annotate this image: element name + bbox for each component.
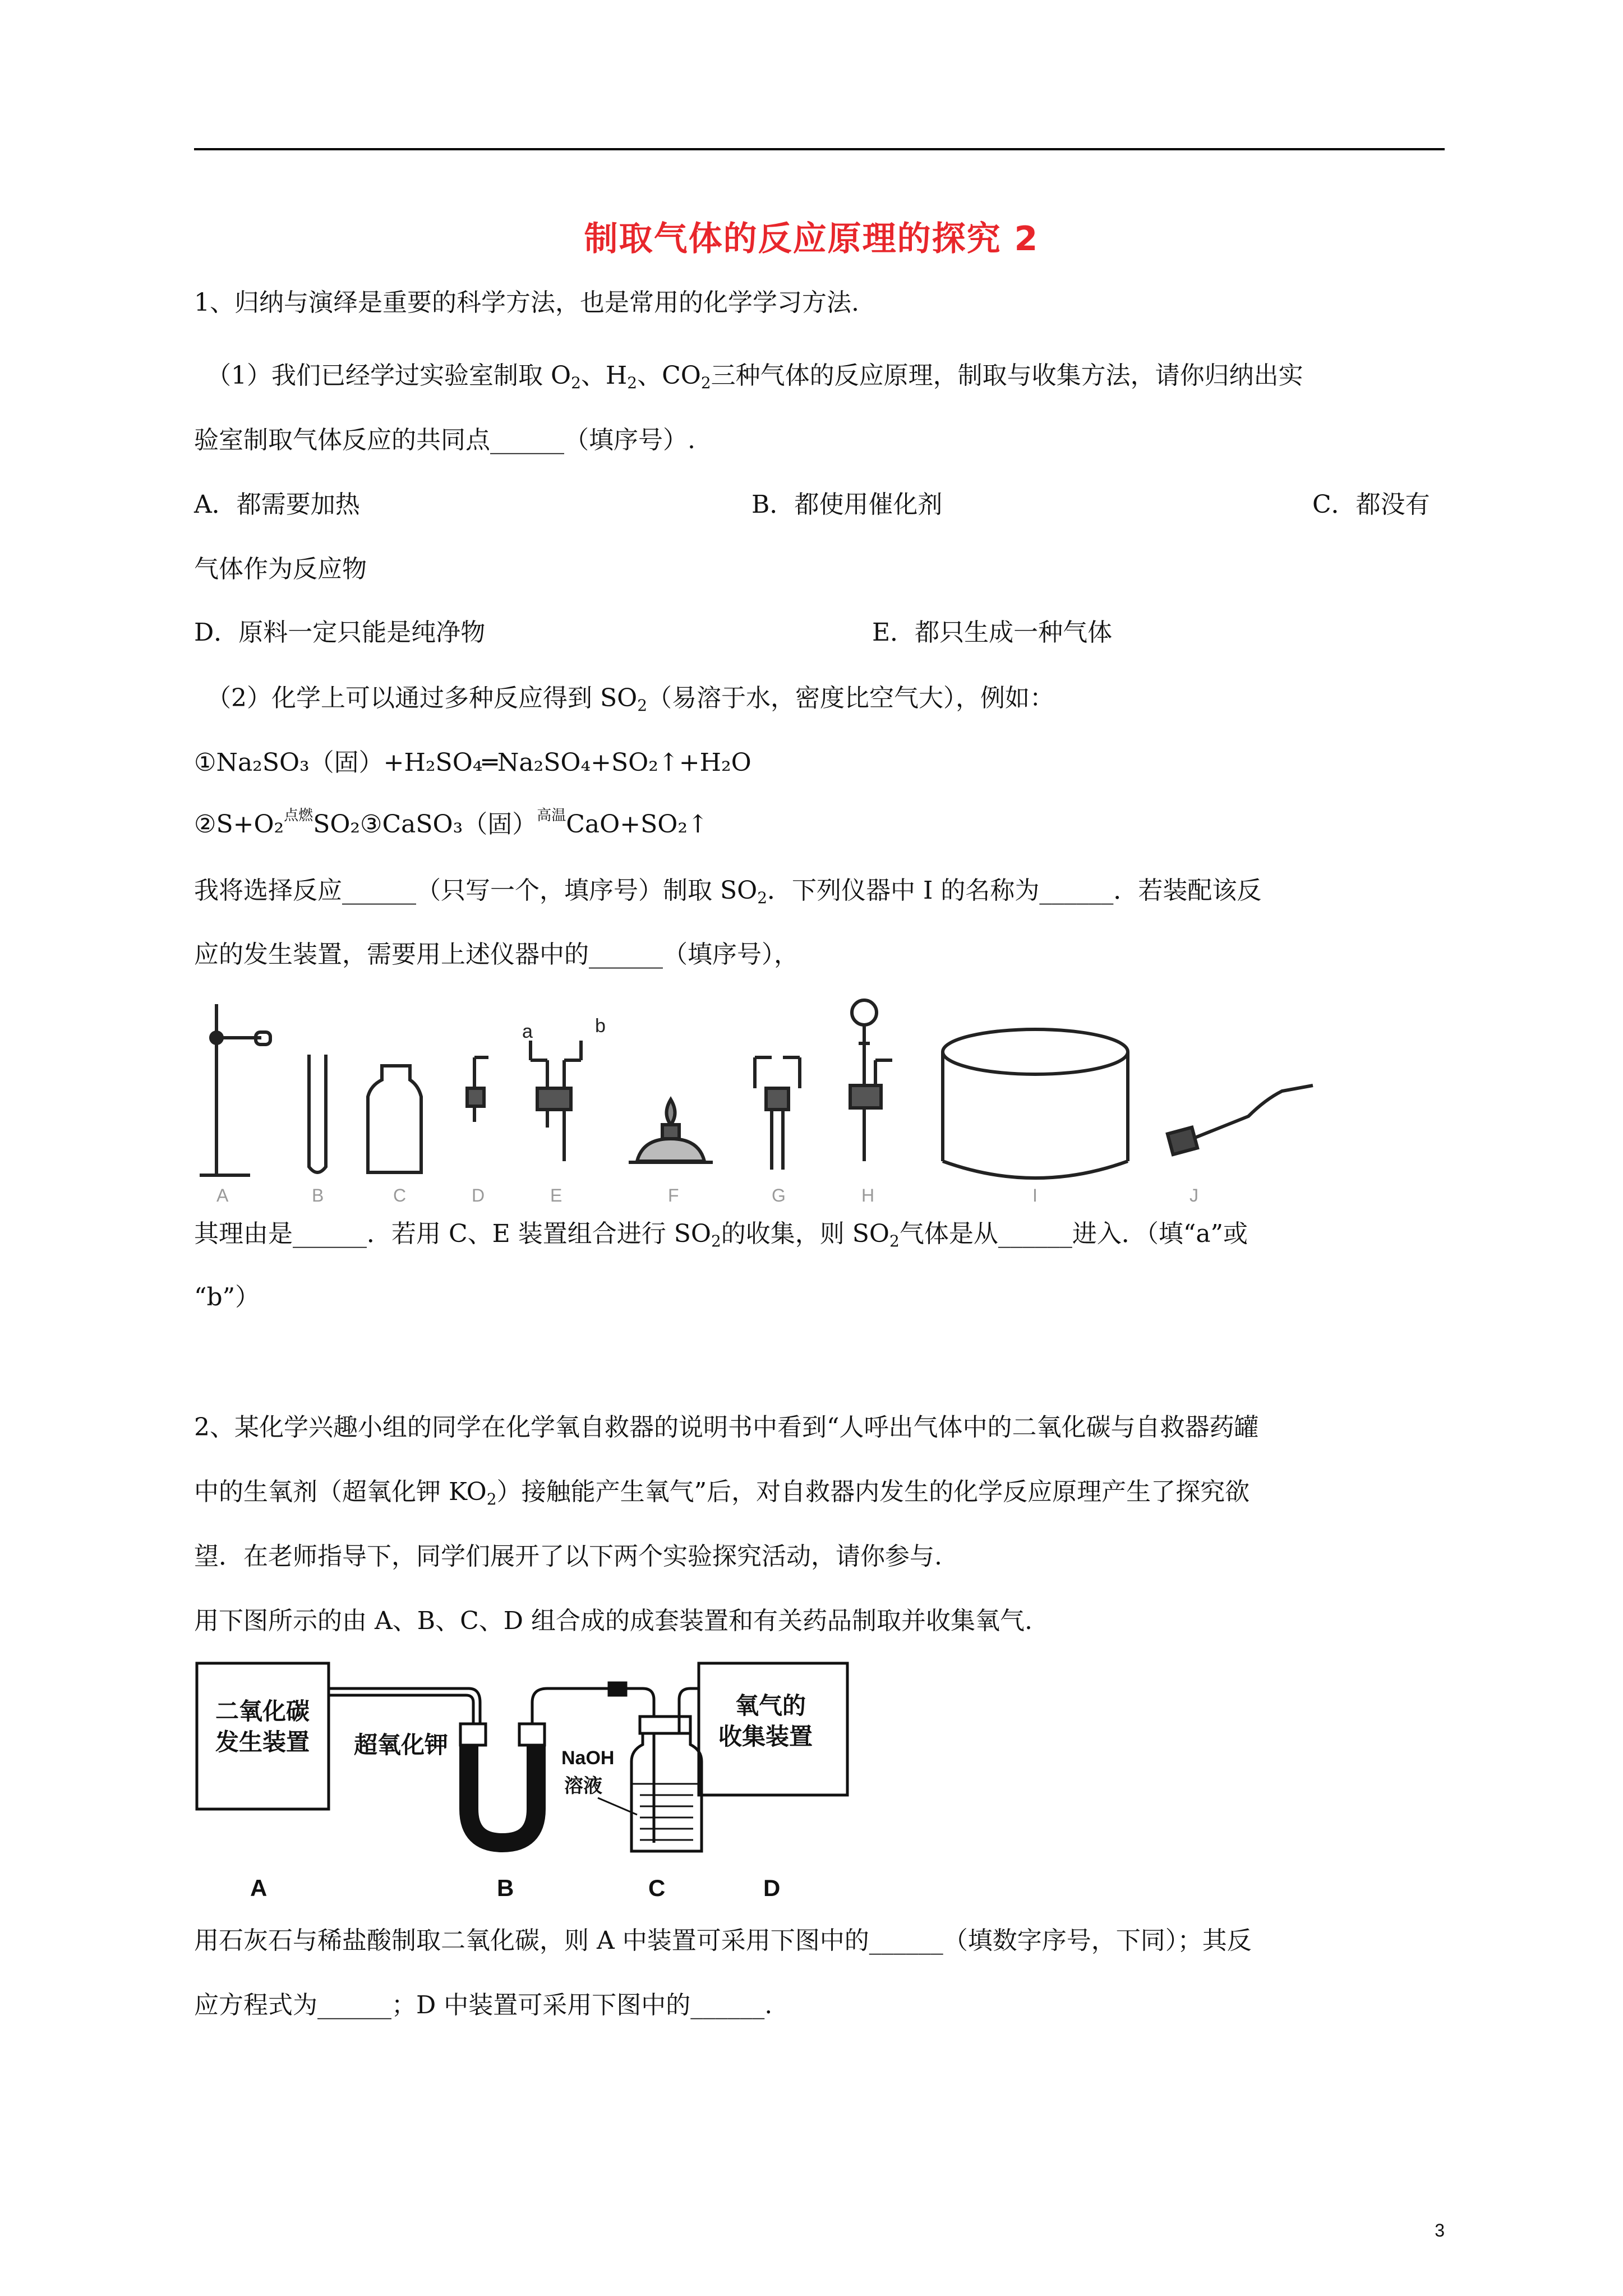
double-hole-stopper-icon: [531, 1041, 581, 1161]
page-number: 3: [1435, 2220, 1445, 2240]
label-G: G: [772, 1185, 786, 1205]
label-H: H: [861, 1185, 875, 1205]
label-E: E: [550, 1185, 562, 1205]
label-a-small: a: [522, 1021, 533, 1042]
o2-box-label-2: 收集装置: [718, 1723, 813, 1750]
q2-line3: 望．在老师指导下，同学们展开了以下两个实验探究活动，请你参与.: [194, 1542, 942, 1571]
label-I: I: [1032, 1185, 1038, 1205]
q2-line4: 用下图所示的由 A、B、C、D 组合成的成套装置和有关药品制取并收集氧气.: [194, 1607, 1033, 1635]
o2-box-label-1: 氧气的: [735, 1692, 806, 1719]
label-b-small: b: [595, 1015, 606, 1037]
oxygen-setup-figure: [194, 1658, 867, 1904]
option-e: E．都只生成一种气体: [872, 618, 1113, 647]
q1-part1-line2: 验室制取气体反应的共同点______（填序号）.: [194, 426, 695, 454]
label-B: B: [312, 1185, 324, 1205]
u-tube-icon: [469, 1742, 536, 1843]
reaction-2-3: ②S+O₂$^{点燃}$SO₂③CaSO₃（固）$^{高温}$CaO+SO₂↑: [194, 807, 708, 839]
option-a: A．都需要加热: [194, 490, 360, 519]
header-rule: [194, 148, 1445, 150]
reason-line2: “b”）: [194, 1283, 260, 1312]
q1-choice-line2: 应的发生装置，需要用上述仪器中的______（填序号），: [194, 940, 799, 969]
wash-bottle-icon: [631, 1733, 702, 1851]
q2-line6: 应方程式为______；D 中装置可采用下图中的______.: [194, 1991, 773, 2019]
solution-label: 溶液: [564, 1775, 602, 1797]
apparatus-figure: [194, 993, 1327, 1206]
reason-line1: 其理由是______．若用 C、E 装置组合进行 $SO_2$的收集，则 $SO_2$气体是从______进入．（填“a”或: [194, 1220, 1248, 1250]
label-A: A: [216, 1185, 229, 1205]
ko2-label: 超氧化钾: [354, 1732, 449, 1758]
alcohol-lamp-icon: [629, 1099, 713, 1162]
bent-tube-stopper-icon: [1168, 1085, 1313, 1154]
co2-box-label-1: 二氧化碳: [215, 1698, 310, 1724]
setup-letter-D: D: [763, 1875, 781, 1901]
label-C: C: [393, 1185, 407, 1205]
q2-line1: 2、某化学兴趣小组的同学在化学氧自救器的说明书中看到“人呼出气体中的二氧化碳与自救器药罐: [194, 1413, 1259, 1442]
label-D: D: [472, 1185, 485, 1205]
separatory-funnel-icon: [850, 1000, 892, 1161]
q1-stem: 1、归纳与演绎是重要的科学方法，也是常用的化学学习方法.: [194, 288, 859, 317]
setup-letter-C: C: [648, 1875, 666, 1901]
option-d: D．原料一定只能是纯净物: [194, 618, 486, 647]
trough-icon: [943, 1029, 1128, 1178]
gas-jar-icon: [368, 1066, 421, 1172]
page-title: 制取气体的反应原理的探究 2: [584, 219, 1039, 259]
label-J: J: [1189, 1185, 1198, 1205]
co2-box-label-2: 发生装置: [215, 1729, 310, 1755]
q1-choice-line1: 我将选择反应______（只写一个，填序号）制取 $SO_2$．下列仪器中 I 的名称为______．若装配该反: [194, 876, 1262, 907]
setup-letter-A: A: [250, 1875, 268, 1901]
label-F: F: [668, 1185, 679, 1205]
setup-letter-B: B: [497, 1875, 514, 1901]
reaction-1: ①Na₂SO₃（固）+H₂SO₄═Na₂SO₄+SO₂↑+H₂O: [194, 748, 751, 777]
stopper-long-tubes-icon: [755, 1057, 800, 1170]
naoh-label: NaOH: [561, 1747, 615, 1769]
test-tube-icon: [309, 1055, 326, 1172]
option-c: C．都没有: [1312, 490, 1430, 519]
q1-part2-intro: （2）化学上可以通过多种反应得到 $SO_2$（易溶于水，密度比空气大），例如：: [206, 684, 1055, 715]
iron-stand-icon: [200, 1004, 270, 1175]
option-c-cont: 气体作为反应物: [194, 555, 367, 583]
stopper-tube-icon: [467, 1057, 488, 1122]
q2-line5: 用石灰石与稀盐酸制取二氧化碳，则 A 中装置可采用下图中的______（填数字序号，下同）；其反: [194, 1926, 1252, 1955]
q1-part1-line1: （1）我们已经学过实验室制取 $O_2$、$H_2$、$CO_2$三种气体的反应原理，制取与收集方法，请你归纳出实: [206, 361, 1303, 392]
option-b: B．都使用催化剂: [751, 490, 943, 519]
q2-line2: 中的生氧剂（超氧化钾 $KO_2$）接触能产生氧气”后，对自救器内发生的化学反应原理产生了探究欲: [194, 1478, 1250, 1508]
